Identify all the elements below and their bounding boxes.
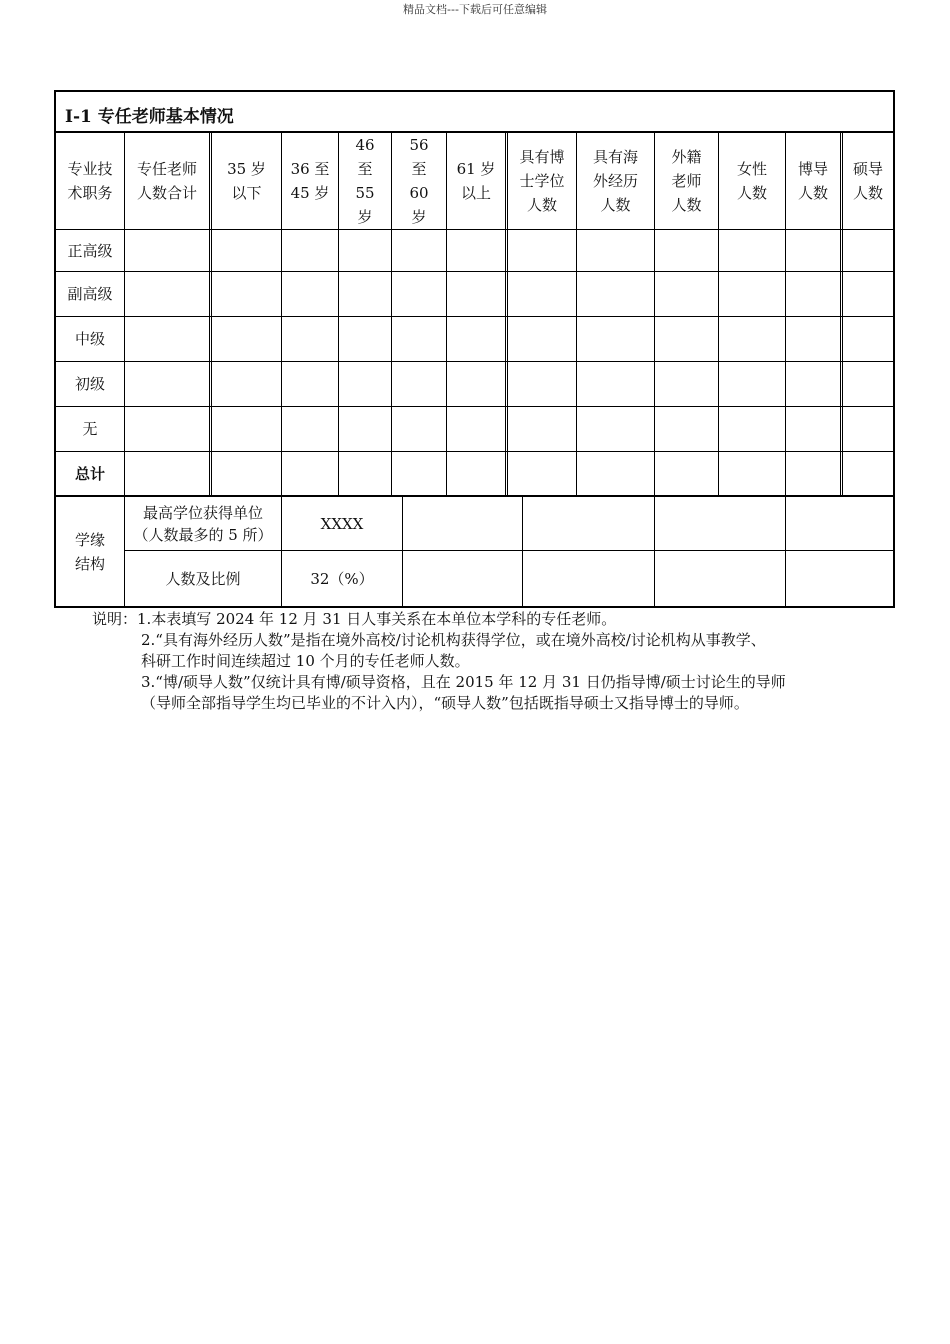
note-3b: （导师全部指导学生均已毕业的不计入内），“硕导人数”包括既指导硕士又指导博士的导师。 [141,694,749,712]
note-1 [92,609,892,630]
col-divider [785,497,786,606]
header-cell-56-60: 56 至 60 岁 [409,136,429,226]
table-title: I-1 专任老师基本情况 [65,107,234,127]
row-label-total: 总计 [74,464,105,483]
row-divider [56,316,893,317]
row-label: 正高级 [67,241,113,260]
row-label: 中级 [74,330,105,348]
col-divider [522,497,523,606]
notes [92,609,892,714]
header-cell-phd-supervisor: 博导 人数 [797,160,828,202]
page-header: 精品文档---下载后可任意编辑 [403,3,547,16]
header-divider [56,229,893,230]
col-divider [209,133,210,496]
header-cell-46-55: 46 至 55 岁 [355,136,375,226]
row-divider [56,451,893,452]
row-label: 初级 [74,375,105,393]
structure-row1-value: XXXX [320,514,364,533]
structure-row2-value: 32（%） [310,569,374,588]
row-divider [56,271,893,272]
header-cell-total-teachers: 专任老师 人数合计 [136,160,197,202]
teacher-info-table [54,90,895,608]
structure-label: 学缘 结构 [74,530,105,573]
header-cell-36-45: 36 至 45 岁 [290,160,330,202]
header-cell-under-35: 35 岁 以下 [227,160,266,202]
col-divider [505,133,506,496]
row-divider [56,406,893,407]
header-cell-title: 专业技 术职务 [67,160,113,202]
header-cell-phd: 具有博 士学位 人数 [519,148,565,214]
header-cell-foreign: 外籍 老师 人数 [671,148,702,214]
header-cell-over-61: 61 岁 以上 [456,160,496,202]
note-2a: 2.“具有海外经历人数”是指在境外高校/讨论机构获得学位，或在境外高校/讨论机构从事教学、 [141,631,766,649]
header-cell-master-supervisor: 硕导 人数 [852,160,883,202]
note-text: 1.本表填写 2024 年 12 月 31 日人事关系在本单位本学科的专任老师。 [137,610,617,628]
row-label: 无 [82,420,98,438]
header-cell-female: 女性 人数 [736,160,767,202]
header-cell-overseas: 具有海 外经历 人数 [592,148,638,214]
note-3a: 3.“博/硕导人数”仅统计具有博/硕导资格，且在 2015 年 12 月 31 日仍指导博/硕士讨论生的导师 [141,673,786,691]
col-divider [840,133,841,496]
note-2b: 科研工作时间连续超过 10 个月的专任老师人数。 [141,652,470,670]
col-divider [402,497,403,606]
row-label: 副高级 [67,285,113,303]
structure-row2-label: 人数及比例 [165,569,241,588]
col-divider [654,497,655,606]
structure-row1-label: 最高学位获得单位 （人数最多的 5 所） [133,503,273,544]
notes-prefix: 说明： [92,610,138,628]
row-divider [56,361,893,362]
